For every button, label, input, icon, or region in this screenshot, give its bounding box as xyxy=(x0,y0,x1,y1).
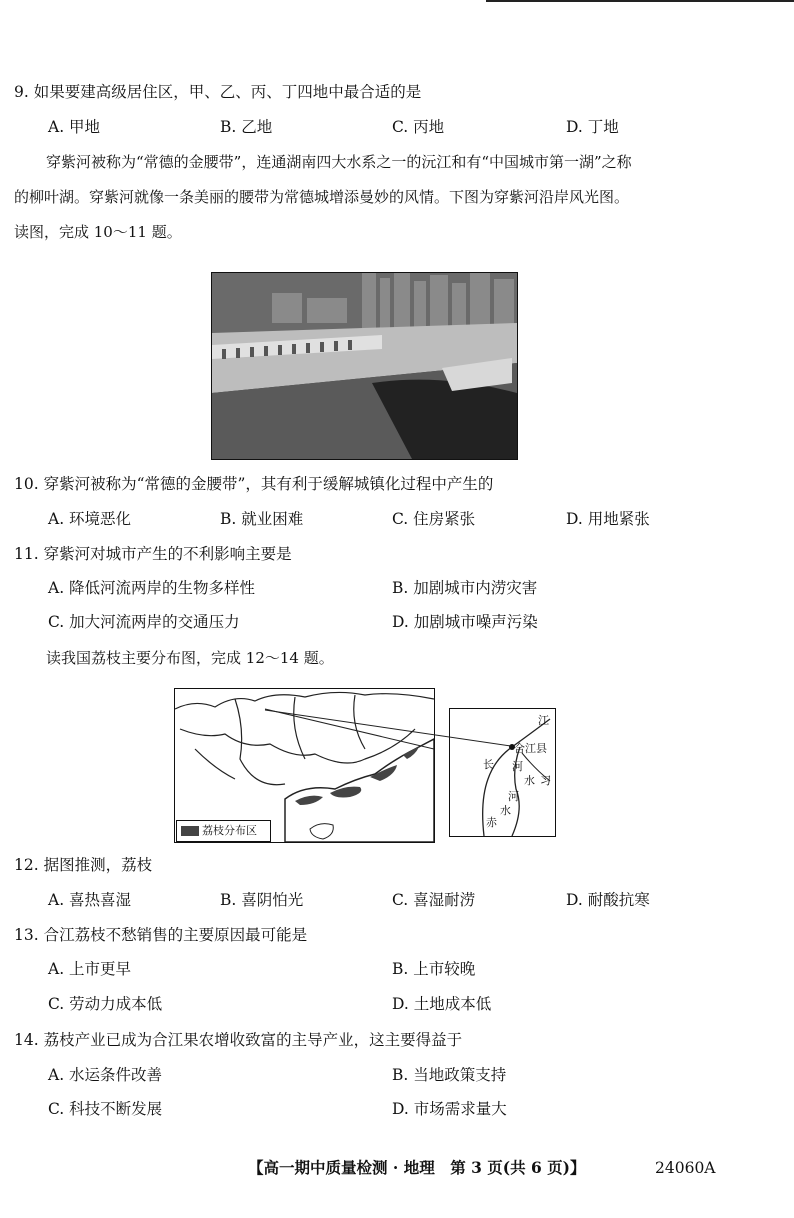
question-11-option-c: C. 加大河流两岸的交通压力 xyxy=(48,613,240,631)
question-9-stem: 9. 如果要建高级居住区，甲、乙、丙、丁四地中最合适的是 xyxy=(14,83,422,101)
question-11-option-a: A. 降低河流两岸的生物多样性 xyxy=(48,579,256,597)
inset-label-river: 河 xyxy=(508,790,519,803)
question-13-option-d: D. 土地成本低 xyxy=(392,995,492,1013)
question-12-option-b: B. 喜阴怕光 xyxy=(220,891,304,909)
question-11-option-b: B. 加剧城市内涝灾害 xyxy=(392,579,538,597)
question-10-option-a: A. 环境恶化 xyxy=(48,510,132,528)
question-14-option-d: D. 市场需求量大 xyxy=(392,1100,507,1118)
passage-2-line-1: 读我国荔枝主要分布图，完成 12～14 题。 xyxy=(46,649,334,667)
question-13-option-a: A. 上市更早 xyxy=(48,960,132,978)
question-14-stem: 14. 荔枝产业已成为合江果农增收致富的主导产业，这主要得益于 xyxy=(14,1031,463,1049)
legend-label: 荔枝分布区 xyxy=(202,824,257,837)
question-12-stem: 12. 据图推测，荔枝 xyxy=(14,856,153,874)
question-12-option-c: C. 喜湿耐涝 xyxy=(392,891,476,909)
question-10-option-d: D. 用地紧张 xyxy=(566,510,650,528)
question-10-option-c: C. 住房紧张 xyxy=(392,510,476,528)
page-footer-title: 【高一期中质量检测 · 地理 第 3 页(共 6 页)】 xyxy=(248,1158,586,1177)
question-12-option-d: D. 耐酸抗寒 xyxy=(566,891,650,909)
question-11-stem: 11. 穿紫河对城市产生的不利影响主要是 xyxy=(14,545,292,563)
question-14-option-c: C. 科技不断发展 xyxy=(48,1100,163,1118)
question-9-option-c: C. 丙地 xyxy=(392,118,445,136)
page-footer-code: 24060A xyxy=(655,1159,716,1177)
passage-1-line-1: 穿紫河被称为“常德的金腰带”，连通湖南四大水系之一的沅江和有“中国城市第一湖”之称 xyxy=(46,153,632,171)
question-10-stem: 10. 穿紫河被称为“常德的金腰带”，其有利于缓解城镇化过程中产生的 xyxy=(14,475,494,493)
question-13-option-b: B. 上市较晚 xyxy=(392,960,476,978)
inset-label-jiang: 江 xyxy=(538,714,549,727)
question-14-option-b: B. 当地政策支持 xyxy=(392,1066,507,1084)
passage-1-line-2: 的柳叶湖。穿紫河就像一条美丽的腰带为常德城增添曼妙的风情。下图为穿紫河沿岸风光图。 xyxy=(14,188,630,206)
question-11-option-d: D. 加剧城市噪声污染 xyxy=(392,613,538,631)
question-9-option-b: B. 乙地 xyxy=(220,118,273,136)
inset-label-shui1: 水 xyxy=(524,774,535,787)
passage-1-line-3: 读图，完成 10～11 题。 xyxy=(14,223,182,241)
inset-label-shui2: 水 xyxy=(500,804,511,817)
inset-label-hejiang: 合江县 xyxy=(514,742,547,755)
question-9-option-d: D. 丁地 xyxy=(566,118,619,136)
question-13-stem: 13. 合江荔枝不愁销售的主要原因最可能是 xyxy=(14,926,308,944)
inset-label-xi: 习 xyxy=(540,774,551,787)
question-13-option-c: C. 劳动力成本低 xyxy=(48,995,163,1013)
question-14-option-a: A. 水运条件改善 xyxy=(48,1066,163,1084)
question-12-option-a: A. 喜热喜湿 xyxy=(48,891,132,909)
inset-label-he: 河 xyxy=(512,760,523,773)
inset-label-chi: 赤 xyxy=(486,816,497,829)
inset-label-chang: 长 xyxy=(483,758,494,771)
question-9-option-a: A. 甲地 xyxy=(48,118,101,136)
question-10-option-b: B. 就业困难 xyxy=(220,510,304,528)
